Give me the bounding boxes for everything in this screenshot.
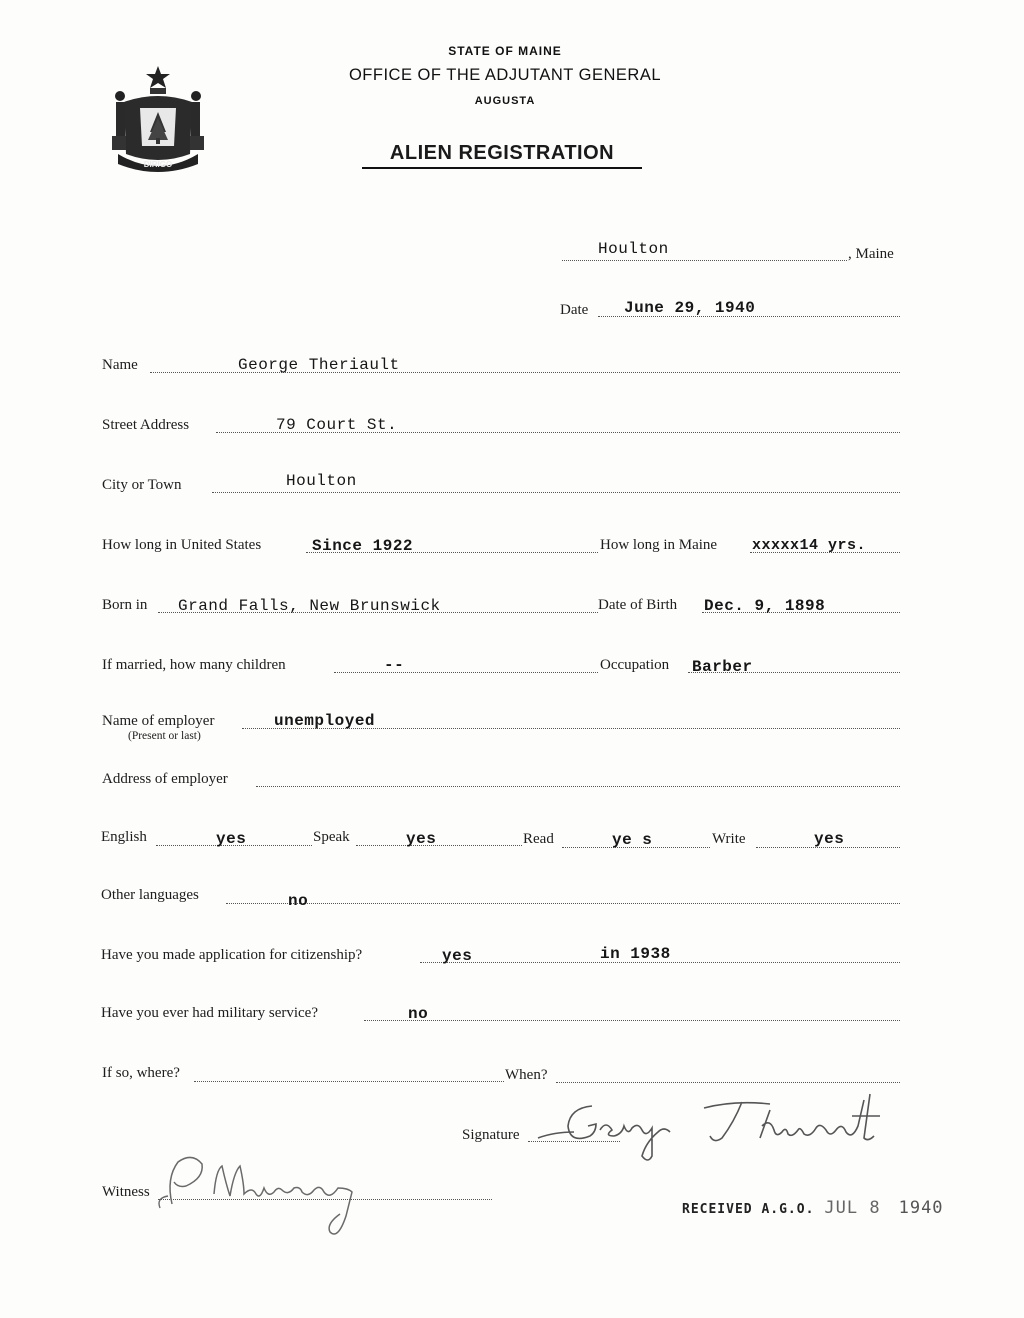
other-languages-line bbox=[226, 903, 900, 904]
state-heading: STATE OF MAINE bbox=[448, 44, 562, 58]
form-title: ALIEN REGISTRATION bbox=[362, 142, 642, 169]
children-line bbox=[334, 672, 598, 673]
speak-line bbox=[356, 845, 522, 846]
read-label: Read bbox=[523, 831, 554, 847]
write-value: yes bbox=[814, 830, 845, 848]
citizenship-value: yes bbox=[442, 947, 473, 965]
name-value: George Theriault bbox=[238, 356, 400, 374]
read-value: ye s bbox=[612, 831, 653, 849]
signature-line bbox=[528, 1141, 620, 1142]
employer-address-label: Address of employer bbox=[102, 771, 228, 787]
dob-label: Date of Birth bbox=[598, 597, 678, 613]
office-heading: OFFICE OF THE ADJUTANT GENERAL bbox=[348, 66, 662, 84]
place-suffix: , Maine bbox=[848, 246, 894, 262]
citizenship-when: in 1938 bbox=[600, 945, 671, 963]
witness-signature-handwriting bbox=[152, 1148, 372, 1244]
born-label: Born in bbox=[102, 597, 148, 613]
city-line bbox=[212, 492, 900, 493]
dob-value: Dec. 9, 1898 bbox=[704, 597, 826, 615]
military-label: Have you ever had military service? bbox=[101, 1005, 318, 1021]
employer-address-line bbox=[256, 786, 900, 787]
occupation-value: Barber bbox=[692, 658, 753, 676]
other-languages-label: Other languages bbox=[101, 887, 199, 903]
seal-motto: DIRIGO bbox=[143, 160, 173, 169]
street-value: 79 Court St. bbox=[276, 416, 398, 434]
where-line bbox=[194, 1081, 504, 1082]
signature-handwriting bbox=[534, 1086, 904, 1166]
witness-label: Witness bbox=[102, 1184, 150, 1200]
date-value: June 29, 1940 bbox=[624, 299, 756, 317]
street-label: Street Address bbox=[102, 417, 190, 433]
date-label: Date bbox=[560, 302, 589, 318]
stamp-date: JUL 8 bbox=[824, 1198, 881, 1218]
us-time-label: How long in United States bbox=[102, 537, 262, 553]
english-value: yes bbox=[216, 830, 247, 848]
stamp-label: RECEIVED A.G.O. bbox=[682, 1202, 815, 1217]
place-line bbox=[562, 260, 847, 261]
employer-label: Name of employer bbox=[102, 713, 215, 729]
us-time-value: Since 1922 bbox=[312, 537, 414, 555]
english-label: English bbox=[101, 829, 147, 845]
city-heading: AUGUSTA bbox=[474, 95, 536, 107]
place-value: Houlton bbox=[598, 240, 669, 258]
stamp-year: 1940 bbox=[898, 1198, 944, 1218]
signature-label: Signature bbox=[462, 1127, 520, 1143]
born-value: Grand Falls, New Brunswick bbox=[178, 597, 441, 615]
other-languages-value: no bbox=[288, 892, 309, 910]
military-value: no bbox=[408, 1005, 429, 1023]
citizenship-label: Have you made application for citizenship? bbox=[101, 947, 363, 963]
when-label: When? bbox=[505, 1067, 548, 1083]
speak-label: Speak bbox=[313, 829, 350, 845]
occupation-label: Occupation bbox=[600, 657, 670, 673]
when-line bbox=[556, 1082, 900, 1083]
maine-seal-icon bbox=[104, 62, 212, 180]
maine-time-label: How long in Maine bbox=[600, 537, 718, 553]
city-label: City or Town bbox=[102, 477, 182, 493]
children-value: -- bbox=[384, 656, 405, 674]
where-label: If so, where? bbox=[102, 1065, 180, 1081]
employer-value: unemployed bbox=[274, 712, 376, 730]
write-label: Write bbox=[712, 831, 746, 847]
speak-value: yes bbox=[406, 830, 437, 848]
employer-sublabel: (Present or last) bbox=[128, 730, 201, 742]
received-stamp bbox=[682, 1198, 944, 1218]
maine-time-value: xxxxx14 yrs. bbox=[752, 537, 867, 554]
name-label: Name bbox=[102, 357, 138, 373]
city-value: Houlton bbox=[286, 472, 357, 490]
children-label: If married, how many children bbox=[102, 657, 286, 673]
military-line bbox=[364, 1020, 900, 1021]
